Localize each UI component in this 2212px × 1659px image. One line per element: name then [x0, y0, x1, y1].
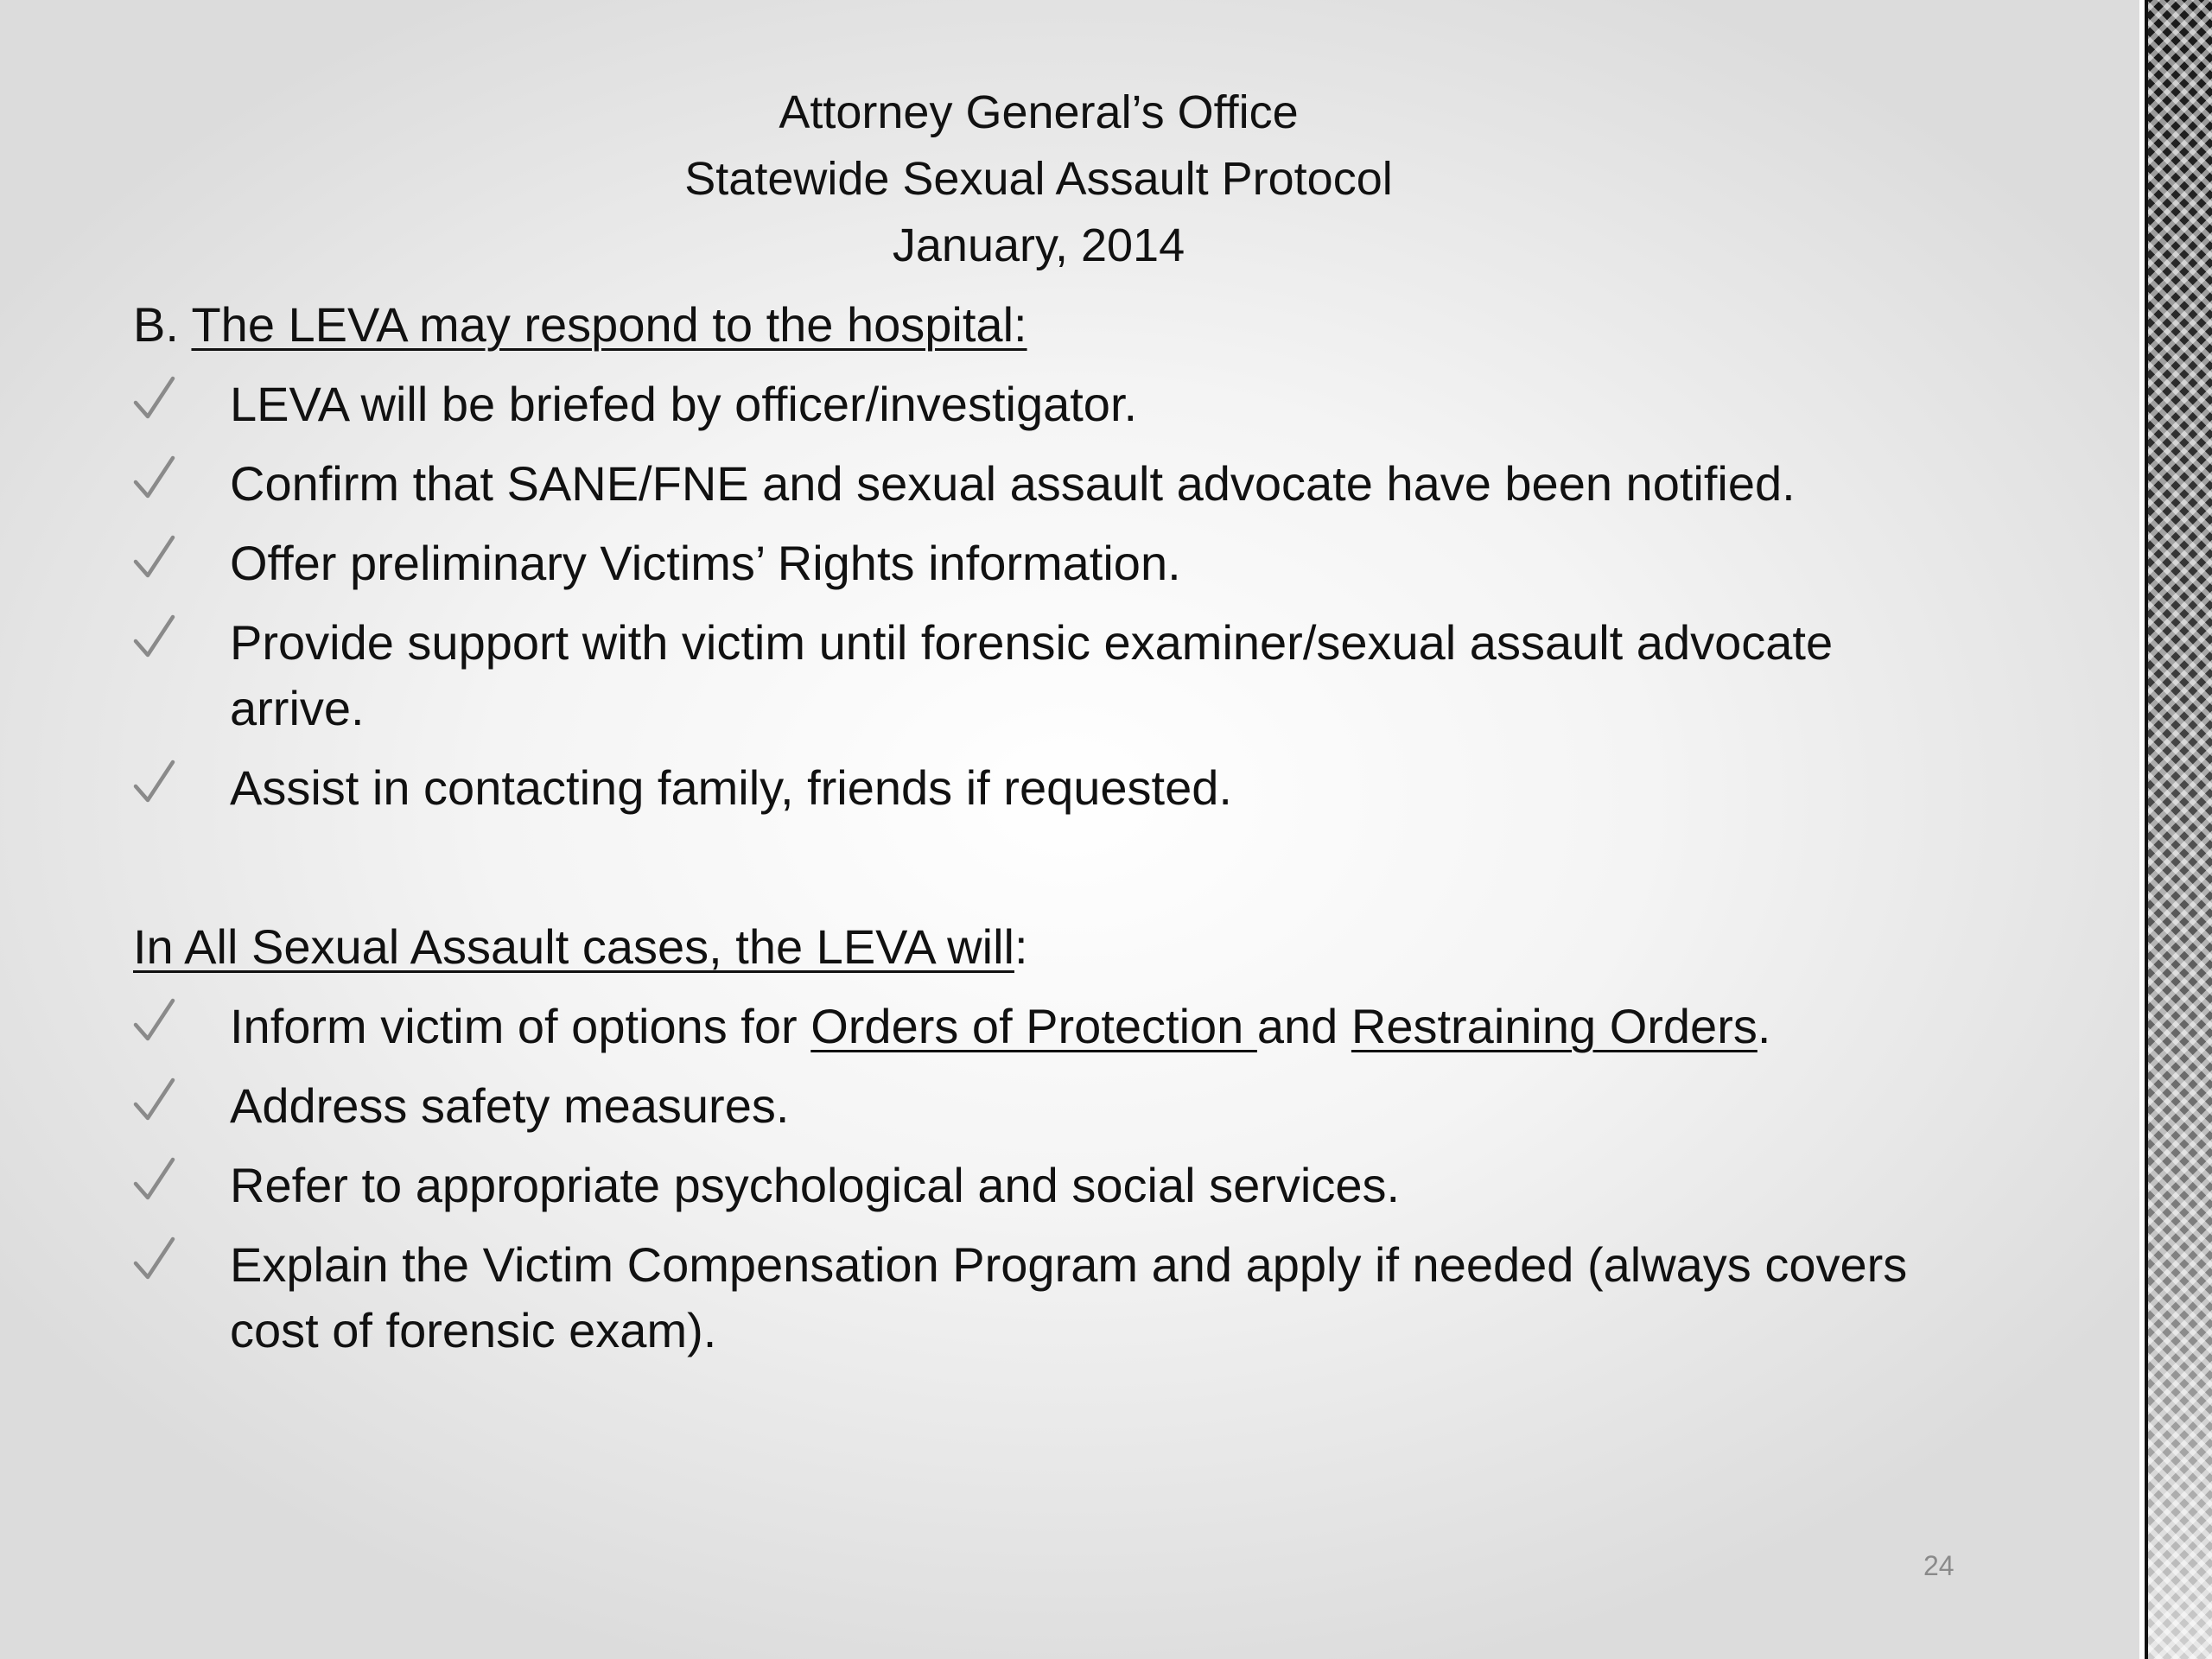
- list-item: [133, 531, 1965, 596]
- list-item: [133, 372, 1965, 437]
- all-cases-list: [133, 994, 1965, 1363]
- list-item-text: Assist in contacting family, friends if requested.: [230, 760, 1232, 815]
- checkmark-icon: [133, 453, 176, 505]
- section-b-prefix: B.: [133, 297, 192, 352]
- list-item-text: Inform victim of options for: [230, 999, 811, 1053]
- checkmark-icon: [133, 612, 176, 664]
- all-cases-heading: [133, 914, 1965, 980]
- orders-of-protection-link[interactable]: Orders of Protection: [810, 999, 1257, 1053]
- checkmark-icon: [133, 995, 176, 1047]
- checkmark-icon: [133, 757, 176, 809]
- checkmark-icon: [133, 1234, 176, 1286]
- page-number: 24: [1923, 1550, 1955, 1581]
- list-item-text: and: [1256, 999, 1351, 1053]
- list-item: [133, 1153, 1965, 1218]
- all-cases-suffix: :: [1014, 919, 1028, 974]
- list-item: [133, 755, 1965, 821]
- header-line-protocol: Statewide Sexual Assault Protocol: [684, 153, 1393, 205]
- checkmark-icon: [133, 1075, 176, 1127]
- list-item: [133, 451, 1965, 517]
- list-item-text: Explain the Victim Compensation Program and apply if needed (always covers cost of forensic exam).: [230, 1237, 1908, 1357]
- all-cases-title: In All Sexual Assault cases, the LEVA will: [133, 919, 1014, 974]
- header-line-office: Attorney General’s Office: [779, 86, 1299, 138]
- section-b-heading: [133, 292, 1965, 358]
- list-item-text: LEVA will be briefed by officer/investigator.: [230, 377, 1138, 431]
- list-item: [133, 1073, 1965, 1139]
- list-item-text: Confirm that SANE/FNE and sexual assault advocate have been notified.: [230, 456, 1796, 511]
- section-spacer: [133, 821, 1965, 914]
- slide-header: [0, 79, 2077, 279]
- checkmark-icon: [133, 373, 176, 425]
- list-item: [133, 1232, 1965, 1363]
- list-item: [133, 994, 1965, 1059]
- list-item: [133, 610, 1965, 741]
- slide-body: [133, 292, 1965, 1363]
- checkmark-icon: [133, 532, 176, 584]
- decorative-side-border: [2139, 0, 2212, 1659]
- checkmark-icon: [133, 1154, 176, 1206]
- section-b-title: The LEVA may respond to the hospital:: [191, 297, 1027, 352]
- list-item-text: Address safety measures.: [230, 1078, 790, 1133]
- list-item-text: Offer preliminary Victims’ Rights information.: [230, 536, 1181, 590]
- list-item-text: Refer to appropriate psychological and social services.: [230, 1158, 1401, 1212]
- header-line-date: January, 2014: [892, 219, 1185, 271]
- list-item-text: .: [1757, 999, 1771, 1053]
- restraining-orders-link[interactable]: Restraining Orders: [1351, 999, 1758, 1053]
- section-b-list: [133, 372, 1965, 821]
- list-item-text: Provide support with victim until forensic examiner/sexual assault advocate arrive.: [230, 615, 1834, 735]
